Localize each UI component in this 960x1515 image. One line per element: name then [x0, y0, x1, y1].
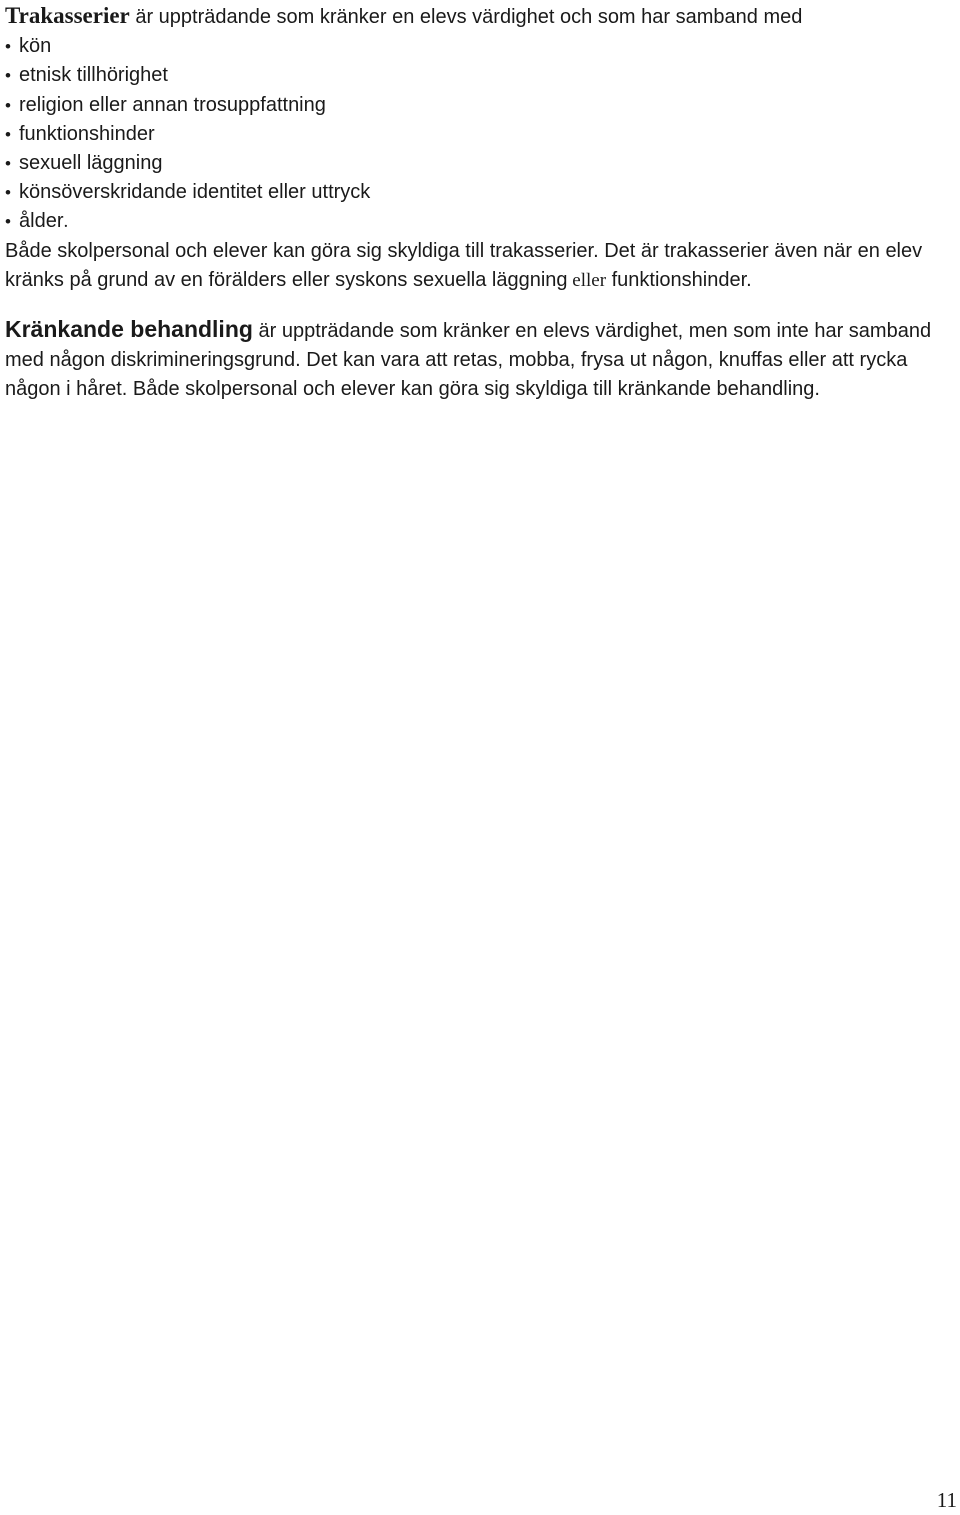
page-number: 11	[936, 1488, 957, 1512]
harassment-intro-text: är uppträdande som kränker en elevs värdighet och som har samband med	[129, 6, 803, 28]
ground-label: kön	[19, 35, 52, 58]
ground-label: etnisk tillhörighet	[19, 64, 168, 87]
ground-label: könsöverskridande identitet eller uttryck	[19, 181, 371, 204]
ground-label: ålder	[19, 210, 64, 233]
harassment-sentence-1: Både skolpersonal och elever kan göra sig skyldiga till trakasserier.	[5, 239, 599, 262]
harassment-sentence-2: Det är trakasserier även när en elev kränks på grund av en förälders eller syskons sexuella läggning	[5, 239, 923, 291]
ground-list-end-punctuation: .	[63, 211, 69, 233]
degrading-treatment-text: är uppträdande som kränker en elevs värdighet, men som inte har samband med någon diskrimineringsgrund. Det kan vara att retas, mobba, frysa ut någon, knuffas eller att rycka någon i håret. Både skolpersonal och elever kan göra sig skyldiga till kränkande behandling.	[5, 320, 932, 401]
list-item	[5, 61, 957, 90]
list-item	[5, 149, 957, 178]
bullet-icon: •	[5, 154, 11, 174]
page-content	[5, 1, 957, 405]
discrimination-grounds-list	[5, 32, 957, 236]
harassment-term: Trakasserier	[5, 3, 130, 28]
list-item	[5, 91, 957, 120]
degrading-treatment-paragraph	[5, 315, 957, 405]
harassment-sentence-2-small: eller	[567, 269, 607, 291]
ground-label: religion eller annan trosuppfattning	[19, 93, 326, 116]
list-item	[5, 32, 957, 61]
bullet-icon: •	[5, 37, 11, 57]
list-item	[5, 120, 957, 149]
bullet-icon: •	[5, 124, 11, 144]
bullet-icon: •	[5, 212, 11, 232]
bullet-icon: •	[5, 66, 11, 86]
degrading-treatment-term: Kränkande behandling	[5, 316, 253, 343]
ground-label: sexuell läggning	[19, 152, 163, 175]
harassment-sentence-2-end: funktionshinder.	[606, 268, 752, 291]
harassment-intro	[5, 1, 957, 32]
bullet-icon: •	[5, 95, 11, 115]
list-item	[5, 207, 957, 236]
bullet-icon: •	[5, 183, 11, 203]
ground-label: funktionshinder	[19, 122, 155, 145]
list-item	[5, 178, 957, 207]
harassment-explanation	[5, 237, 957, 295]
